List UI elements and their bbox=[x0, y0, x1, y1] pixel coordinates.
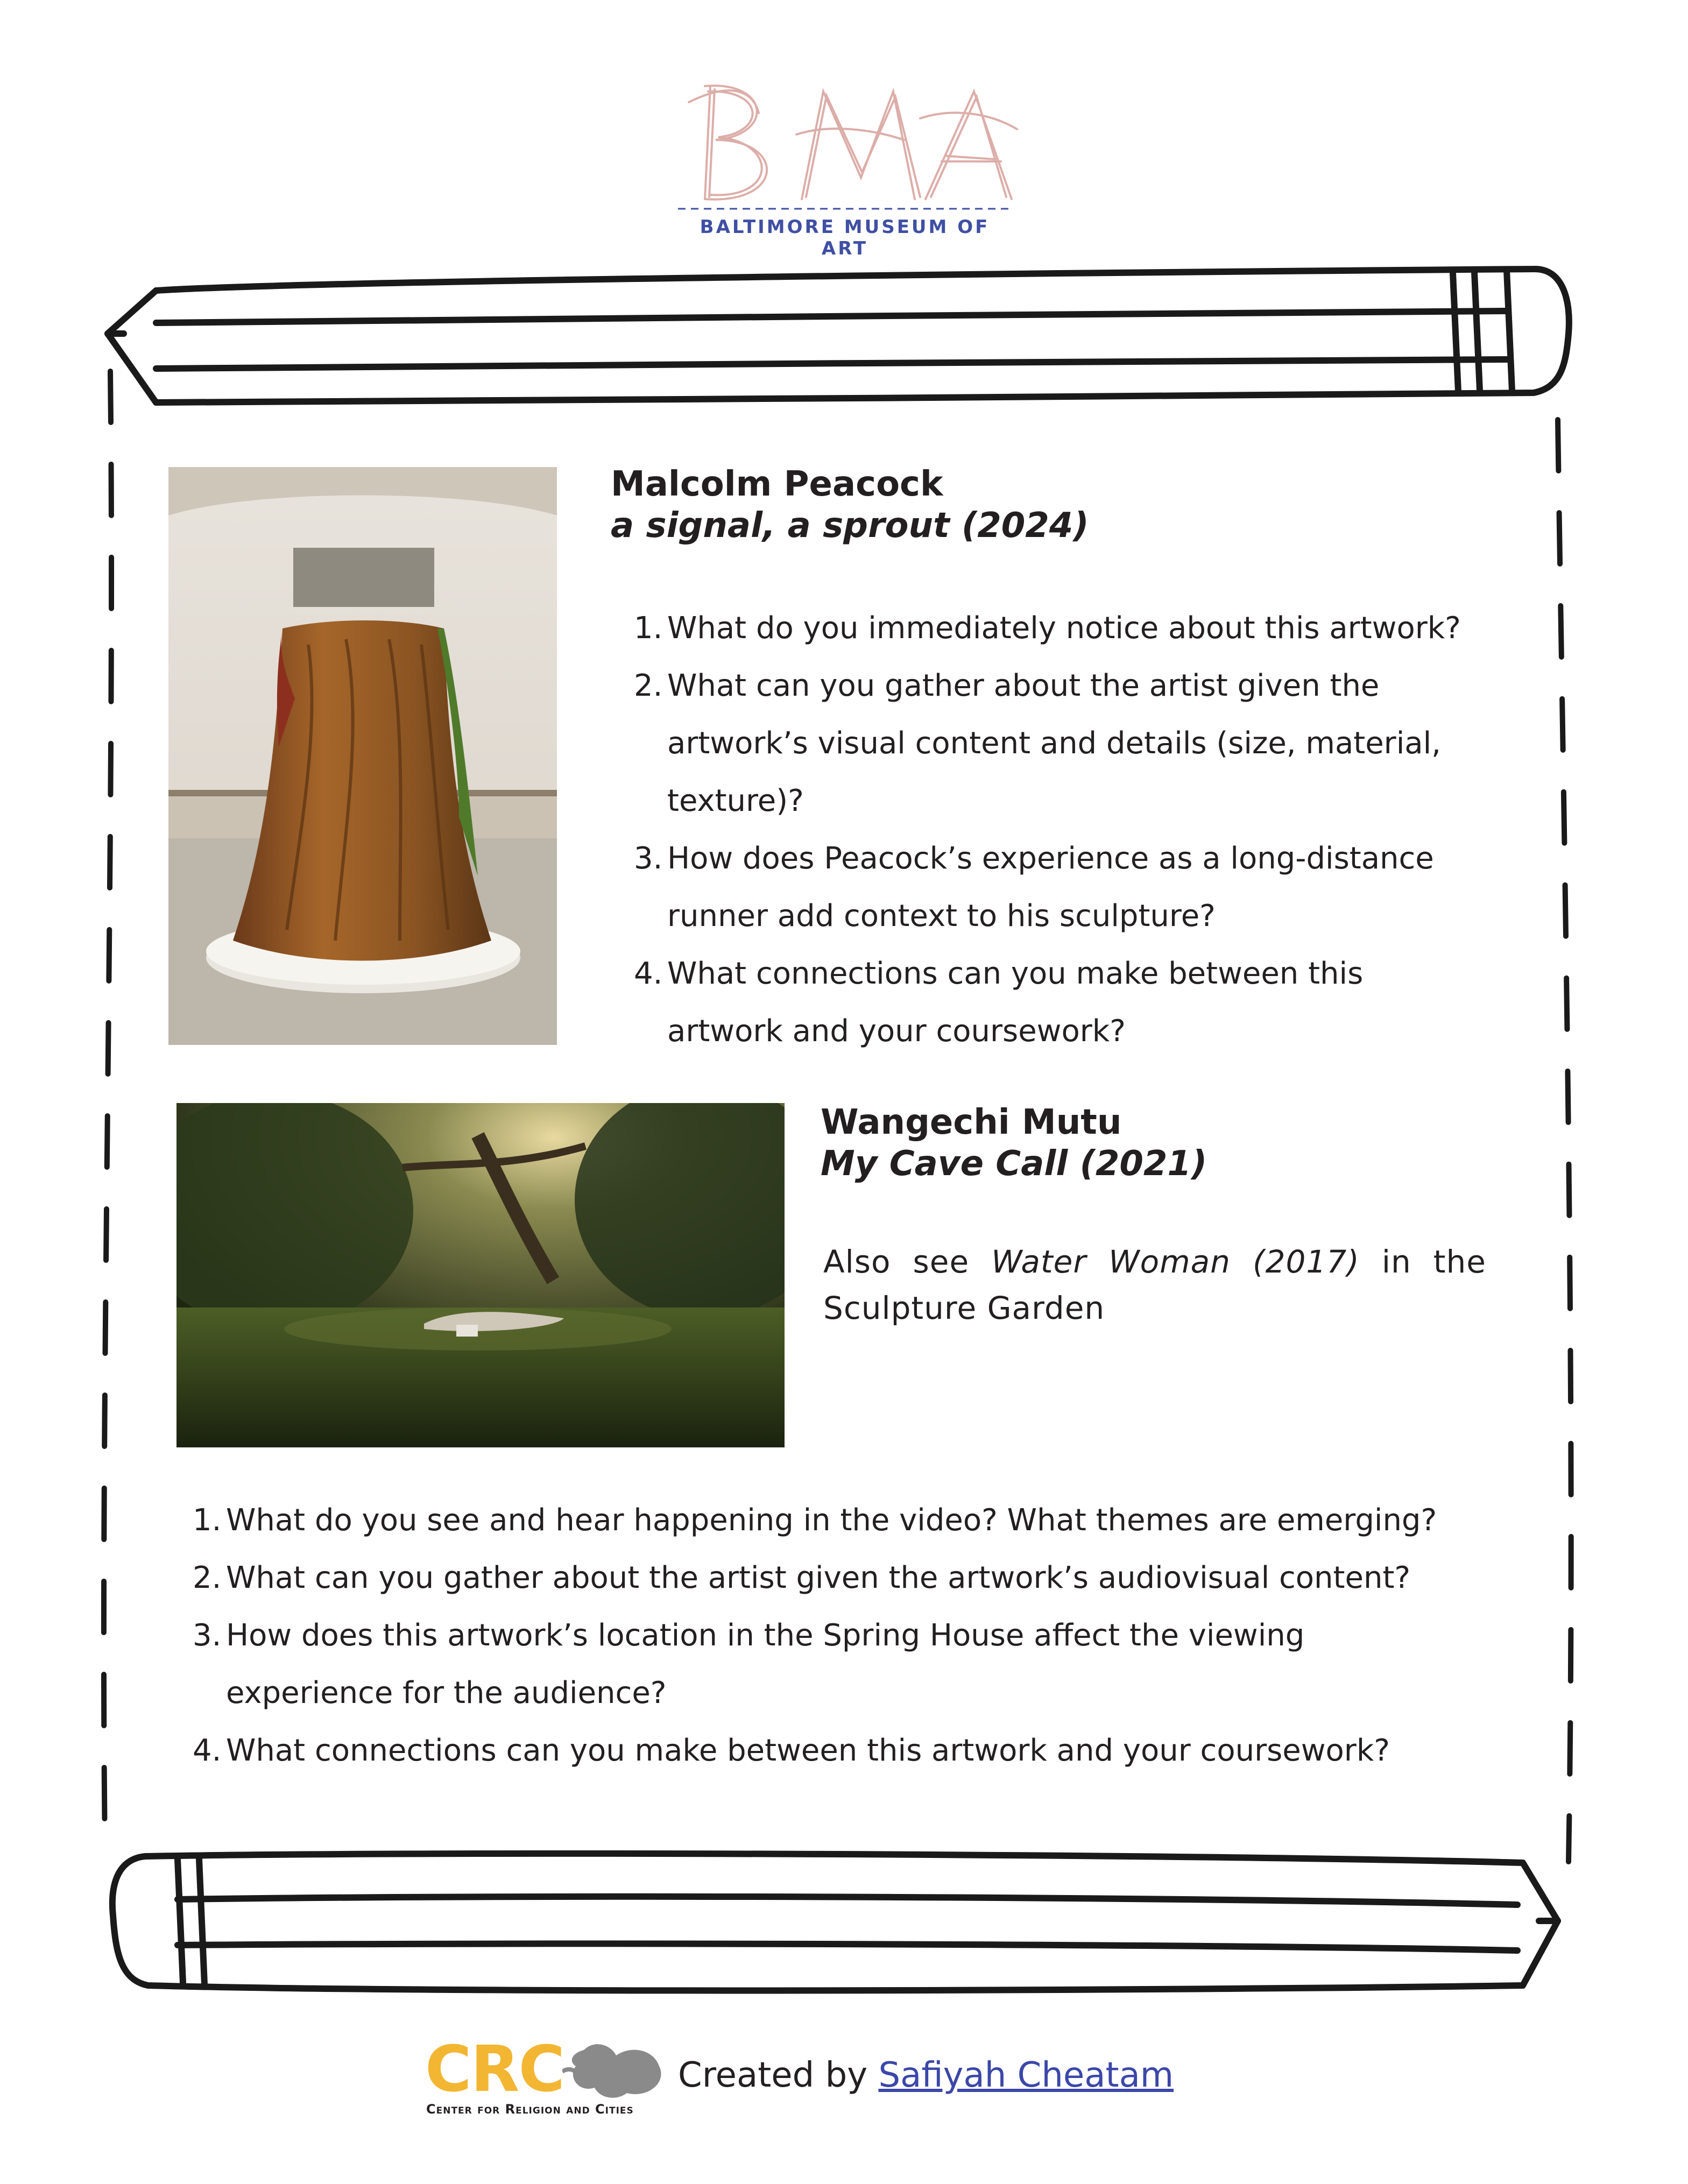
footer-credit bbox=[678, 2055, 1174, 2095]
question-number: 3. bbox=[634, 841, 663, 876]
question-item bbox=[193, 1492, 1500, 1549]
question-line: What do you immediately notice about this artwork? bbox=[667, 611, 1461, 646]
also-see-artwork-title: Water Woman (2017) bbox=[991, 1243, 1360, 1280]
section2-artist-name: Wangechi Mutu bbox=[821, 1102, 1122, 1142]
question-line: How does Peacock’s experience as a long-distance bbox=[667, 841, 1434, 876]
question-item bbox=[634, 830, 1506, 945]
section2-heading bbox=[821, 1102, 1207, 1185]
created-by-label: Created by bbox=[678, 2055, 868, 2095]
question-item bbox=[193, 1722, 1500, 1779]
mutu-artwork-image bbox=[176, 1103, 785, 1447]
also-see-prefix: Also see bbox=[823, 1243, 970, 1280]
question-item bbox=[634, 657, 1506, 830]
question-line: What connections can you make between this artwork and your coursework? bbox=[226, 1733, 1390, 1768]
question-line: How does this artwork’s location in the Spring House affect the viewing bbox=[226, 1618, 1305, 1653]
question-item bbox=[634, 599, 1506, 657]
crc-logo bbox=[425, 2034, 683, 2125]
question-line: experience for the audience? bbox=[226, 1676, 667, 1711]
question-item bbox=[193, 1549, 1500, 1607]
peacock-artwork-image bbox=[168, 467, 557, 1045]
question-item bbox=[634, 945, 1506, 1060]
question-number: 3. bbox=[193, 1618, 222, 1653]
section1-heading bbox=[611, 464, 1089, 547]
bma-sketch-letters bbox=[667, 70, 1022, 221]
question-number: 2. bbox=[193, 1560, 222, 1595]
top-pencil-icon bbox=[108, 269, 1569, 402]
section2-artwork-title: My Cave Call (2021) bbox=[821, 1143, 1207, 1184]
question-number: 2. bbox=[634, 668, 663, 703]
question-line: texture)? bbox=[667, 783, 804, 818]
question-number: 1. bbox=[634, 611, 663, 646]
question-item bbox=[193, 1607, 1500, 1722]
question-line: What can you gather about the artist given the artwork’s audiovisual content? bbox=[226, 1560, 1411, 1595]
question-line: artwork and your coursework? bbox=[667, 1014, 1126, 1049]
bottom-pencil-icon bbox=[112, 1854, 1558, 1991]
crc-logo-letters: CRC bbox=[425, 2032, 564, 2106]
question-line: What can you gather about the artist given the bbox=[667, 668, 1380, 703]
question-number: 4. bbox=[193, 1733, 222, 1768]
author-link[interactable]: Safiyah Cheatam bbox=[878, 2055, 1174, 2095]
question-number: 4. bbox=[634, 956, 663, 991]
question-line: What do you see and hear happening in the video? What themes are emerging? bbox=[226, 1503, 1437, 1538]
question-number: 1. bbox=[193, 1503, 222, 1538]
crc-map-icon bbox=[562, 2034, 670, 2104]
footer bbox=[425, 2034, 1178, 2125]
question-line: runner add context to his sculpture? bbox=[667, 899, 1216, 934]
bma-logo-caption: BALTIMORE MUSEUM OF ART bbox=[700, 216, 990, 259]
section1-artist-name: Malcolm Peacock bbox=[611, 464, 943, 504]
question-line: artwork’s visual content and details (size, material, bbox=[667, 726, 1441, 761]
section1-artwork-title: a signal, a sprout (2024) bbox=[611, 505, 1089, 546]
section2-question-list bbox=[193, 1492, 1500, 1779]
also-see-note bbox=[823, 1239, 1486, 1331]
section1-question-list bbox=[634, 599, 1506, 1060]
also-see-location: in the Sculpture Garden bbox=[823, 1243, 1486, 1326]
question-line: What connections can you make between this bbox=[667, 956, 1364, 991]
bma-logo bbox=[667, 70, 1022, 259]
crc-logo-subtitle: Center for Religion and Cities bbox=[426, 2102, 634, 2117]
